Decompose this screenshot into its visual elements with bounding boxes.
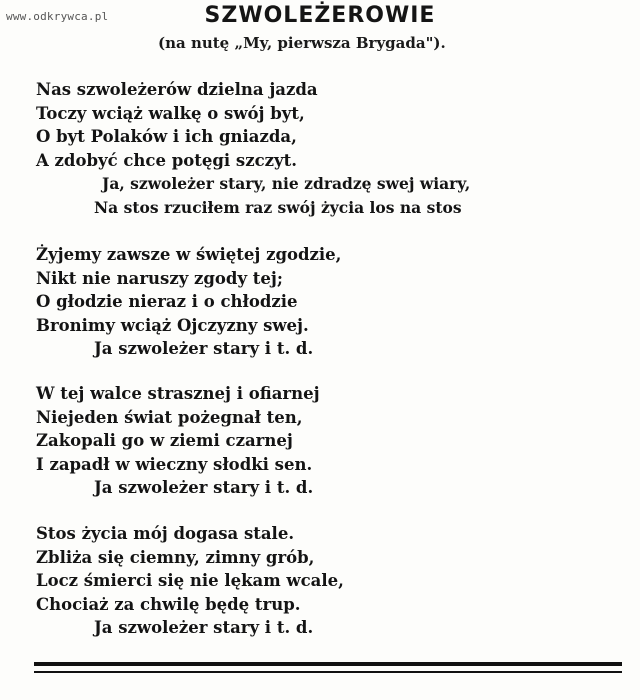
- refrain-line: Na stos rzuciłem raz swój życia los na stos: [94, 197, 462, 217]
- verse-line: Bronimy wciąż Ojczyzny swej.: [36, 315, 309, 335]
- closing-rule-bottom: [34, 671, 622, 673]
- verse-line: Locz śmierci się nie lękam wcale,: [36, 571, 344, 590]
- verse-line: Niejeden świat pożegnał ten,: [36, 407, 303, 427]
- poem-subtitle: (na nutę „My, pierwsza Brygada").: [158, 34, 446, 52]
- watermark: www.odkrywca.pl: [6, 10, 109, 23]
- verse-line: Toczy wciąż walkę o swój byt,: [36, 103, 305, 123]
- refrain-line: Ja szwoleżer stary i t. d.: [94, 339, 314, 358]
- verse-line: Żyjemy zawsze w świętej zgodzie,: [36, 245, 342, 264]
- verse-line: W tej walce strasznej i ofiarnej: [36, 384, 320, 403]
- refrain-line: Ja, szwoleżer stary, nie zdradzę swej wiary,: [102, 174, 471, 193]
- verse-line: Stos życia mój dogasa stale.: [36, 524, 295, 543]
- closing-rule-top: [34, 662, 622, 666]
- poem-title: SZWOLEŻEROWIE: [204, 3, 436, 28]
- verse-line: Nikt nie naruszy zgody tej;: [36, 268, 283, 288]
- stanza-3: [36, 382, 320, 500]
- verse-line: Chociaż za chwilę będę trup.: [36, 594, 301, 614]
- stanza-4: [36, 522, 344, 640]
- refrain-line: Ja szwoleżer stary i t. d.: [94, 618, 314, 637]
- stanza-1: [36, 78, 470, 219]
- verse-line: Nas szwoleżerów dzielna jazda: [36, 80, 318, 99]
- verse-line: Zbliża się ciemny, zimny grób,: [36, 547, 315, 567]
- verse-line: I zapadł w wieczny słodki sen.: [36, 454, 313, 474]
- verse-line: Zakopali go w ziemi czarnej: [36, 431, 293, 450]
- verse-line: A zdobyć chce potęgi szczyt.: [36, 150, 297, 170]
- refrain-line: Ja szwoleżer stary i t. d.: [94, 478, 314, 497]
- verse-line: O byt Polaków i ich gniazda,: [36, 127, 297, 146]
- verse-line: O głodzie nieraz i o chłodzie: [36, 292, 298, 311]
- stanza-2: [36, 243, 341, 361]
